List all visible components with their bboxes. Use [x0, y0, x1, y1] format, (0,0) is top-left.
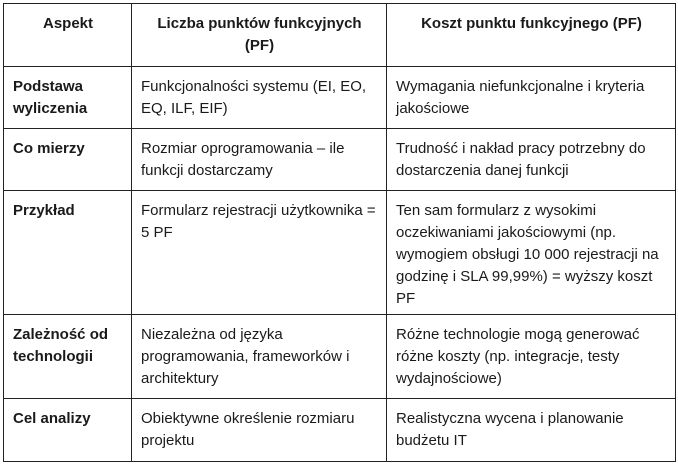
- table-header-row: [4, 4, 676, 67]
- row-aspect-cell: Co mierzy: [4, 129, 132, 191]
- row-pf-count-cell: Funkcjonalności systemu (EI, EO, EQ, ILF, EIF): [132, 67, 387, 129]
- row-pf-cost-cell: Trudność i nakład pracy potrzebny do dostarczenia danej funkcji: [387, 129, 676, 191]
- header-function-points: Liczba punktów funkcyjnych (PF): [132, 4, 387, 67]
- header-function-point-cost: Koszt punktu funkcyjnego (PF): [387, 4, 676, 67]
- table-row: [4, 67, 676, 129]
- row-aspect-cell: Podstawa wyliczenia: [4, 67, 132, 129]
- table-row: [4, 129, 676, 191]
- row-pf-count-cell: Niezależna od języka programowania, frameworków i architektury: [132, 314, 387, 398]
- row-pf-count-cell: Formularz rejestracji użytkownika = 5 PF: [132, 191, 387, 314]
- comparison-table: [3, 3, 676, 462]
- table-row: [4, 191, 676, 314]
- header-aspect: Aspekt: [4, 4, 132, 67]
- row-pf-count-cell: Obiektywne określenie rozmiaru projektu: [132, 398, 387, 461]
- row-aspect-cell: Cel analizy: [4, 398, 132, 461]
- table-row: [4, 314, 676, 398]
- table-row: [4, 398, 676, 461]
- row-pf-cost-cell: Różne technologie mogą generować różne koszty (np. integracje, testy wydajnościowe): [387, 314, 676, 398]
- row-pf-cost-cell: Realistyczna wycena i planowanie budżetu IT: [387, 398, 676, 461]
- row-pf-cost-cell: Ten sam formularz z wysokimi oczekiwaniami jakościowymi (np. wymogiem obsługi 10 000 rejestracji na godzinę i SLA 99,99%) = wyższy koszt PF: [387, 191, 676, 314]
- row-aspect-cell: Przykład: [4, 191, 132, 314]
- row-pf-count-cell: Rozmiar oprogramowania – ile funkcji dostarczamy: [132, 129, 387, 191]
- row-aspect-cell: Zależność od technologii: [4, 314, 132, 398]
- row-pf-cost-cell: Wymagania niefunkcjonalne i kryteria jakościowe: [387, 67, 676, 129]
